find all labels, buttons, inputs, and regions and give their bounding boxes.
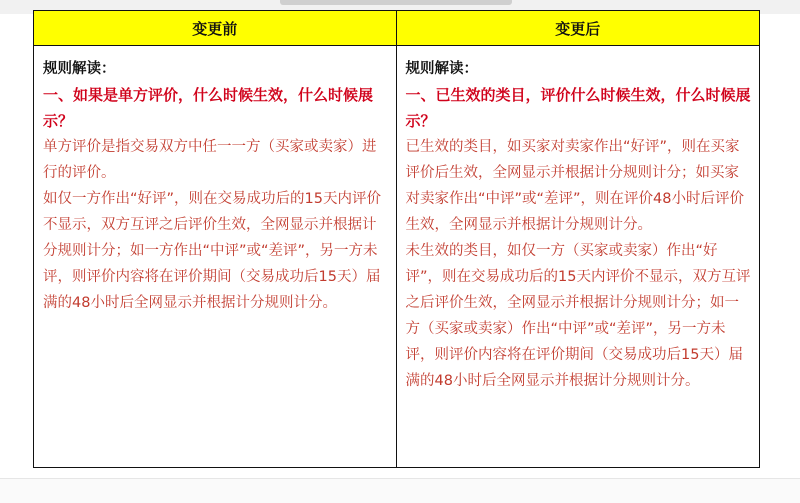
scrollbar-thumb[interactable] [280, 0, 512, 5]
before-question: 一、如果是单方评价，什么时候生效，什么时候展示？ [43, 86, 374, 130]
before-paragraph-1: 单方评价是指交易双方中任一一方（买家或卖家）进行的评价。 [43, 139, 377, 181]
after-rule-label: 规则解读： [405, 61, 478, 77]
after-content-cell [397, 46, 760, 467]
before-rule-label: 规则解读： [43, 61, 116, 77]
after-paragraph-1: 已生效的类目，如买家对卖家作出“好评”，则在买家评价后生效，全网显示并根据计分规则计分；如买家对卖家作出“中评”或“差评”，则在评价48小时后评价生效，全网显示并根据计分规则计分。 [405, 139, 744, 233]
before-paragraph-2: 如仅一方作出“好评”，则在交易成功后的15天内评价不显示，双方互评之后评价生效，全网显示并根据计分规则计分；如一方作出“中评”或“差评”，另一方未评，则评价内容将在评价期间（交易成功后15天）届满的48小时后全网显示并根据计分规则计分。 [43, 191, 381, 311]
after-paragraph-2: 未生效的类目，如仅一方（买家或卖家）作出“好评”，则在交易成功后的15天内评价不显示，双方互评之后评价生效，全网显示并根据计分规则计分；如一方（买家或卖家）作出“中评”或“差评”，另一方未评，则评价内容将在评价期间（交易成功后15天）届满的48小时后全网显示并根据计分规则计分。 [405, 243, 751, 389]
after-column-header: 变更后 [397, 11, 760, 46]
comparison-table [33, 10, 760, 468]
bottom-area [0, 478, 800, 503]
before-column-header: 变更前 [34, 11, 397, 46]
after-question: 一、已生效的类目，评价什么时候生效，什么时候展示？ [405, 86, 751, 130]
before-content-cell [34, 46, 397, 467]
